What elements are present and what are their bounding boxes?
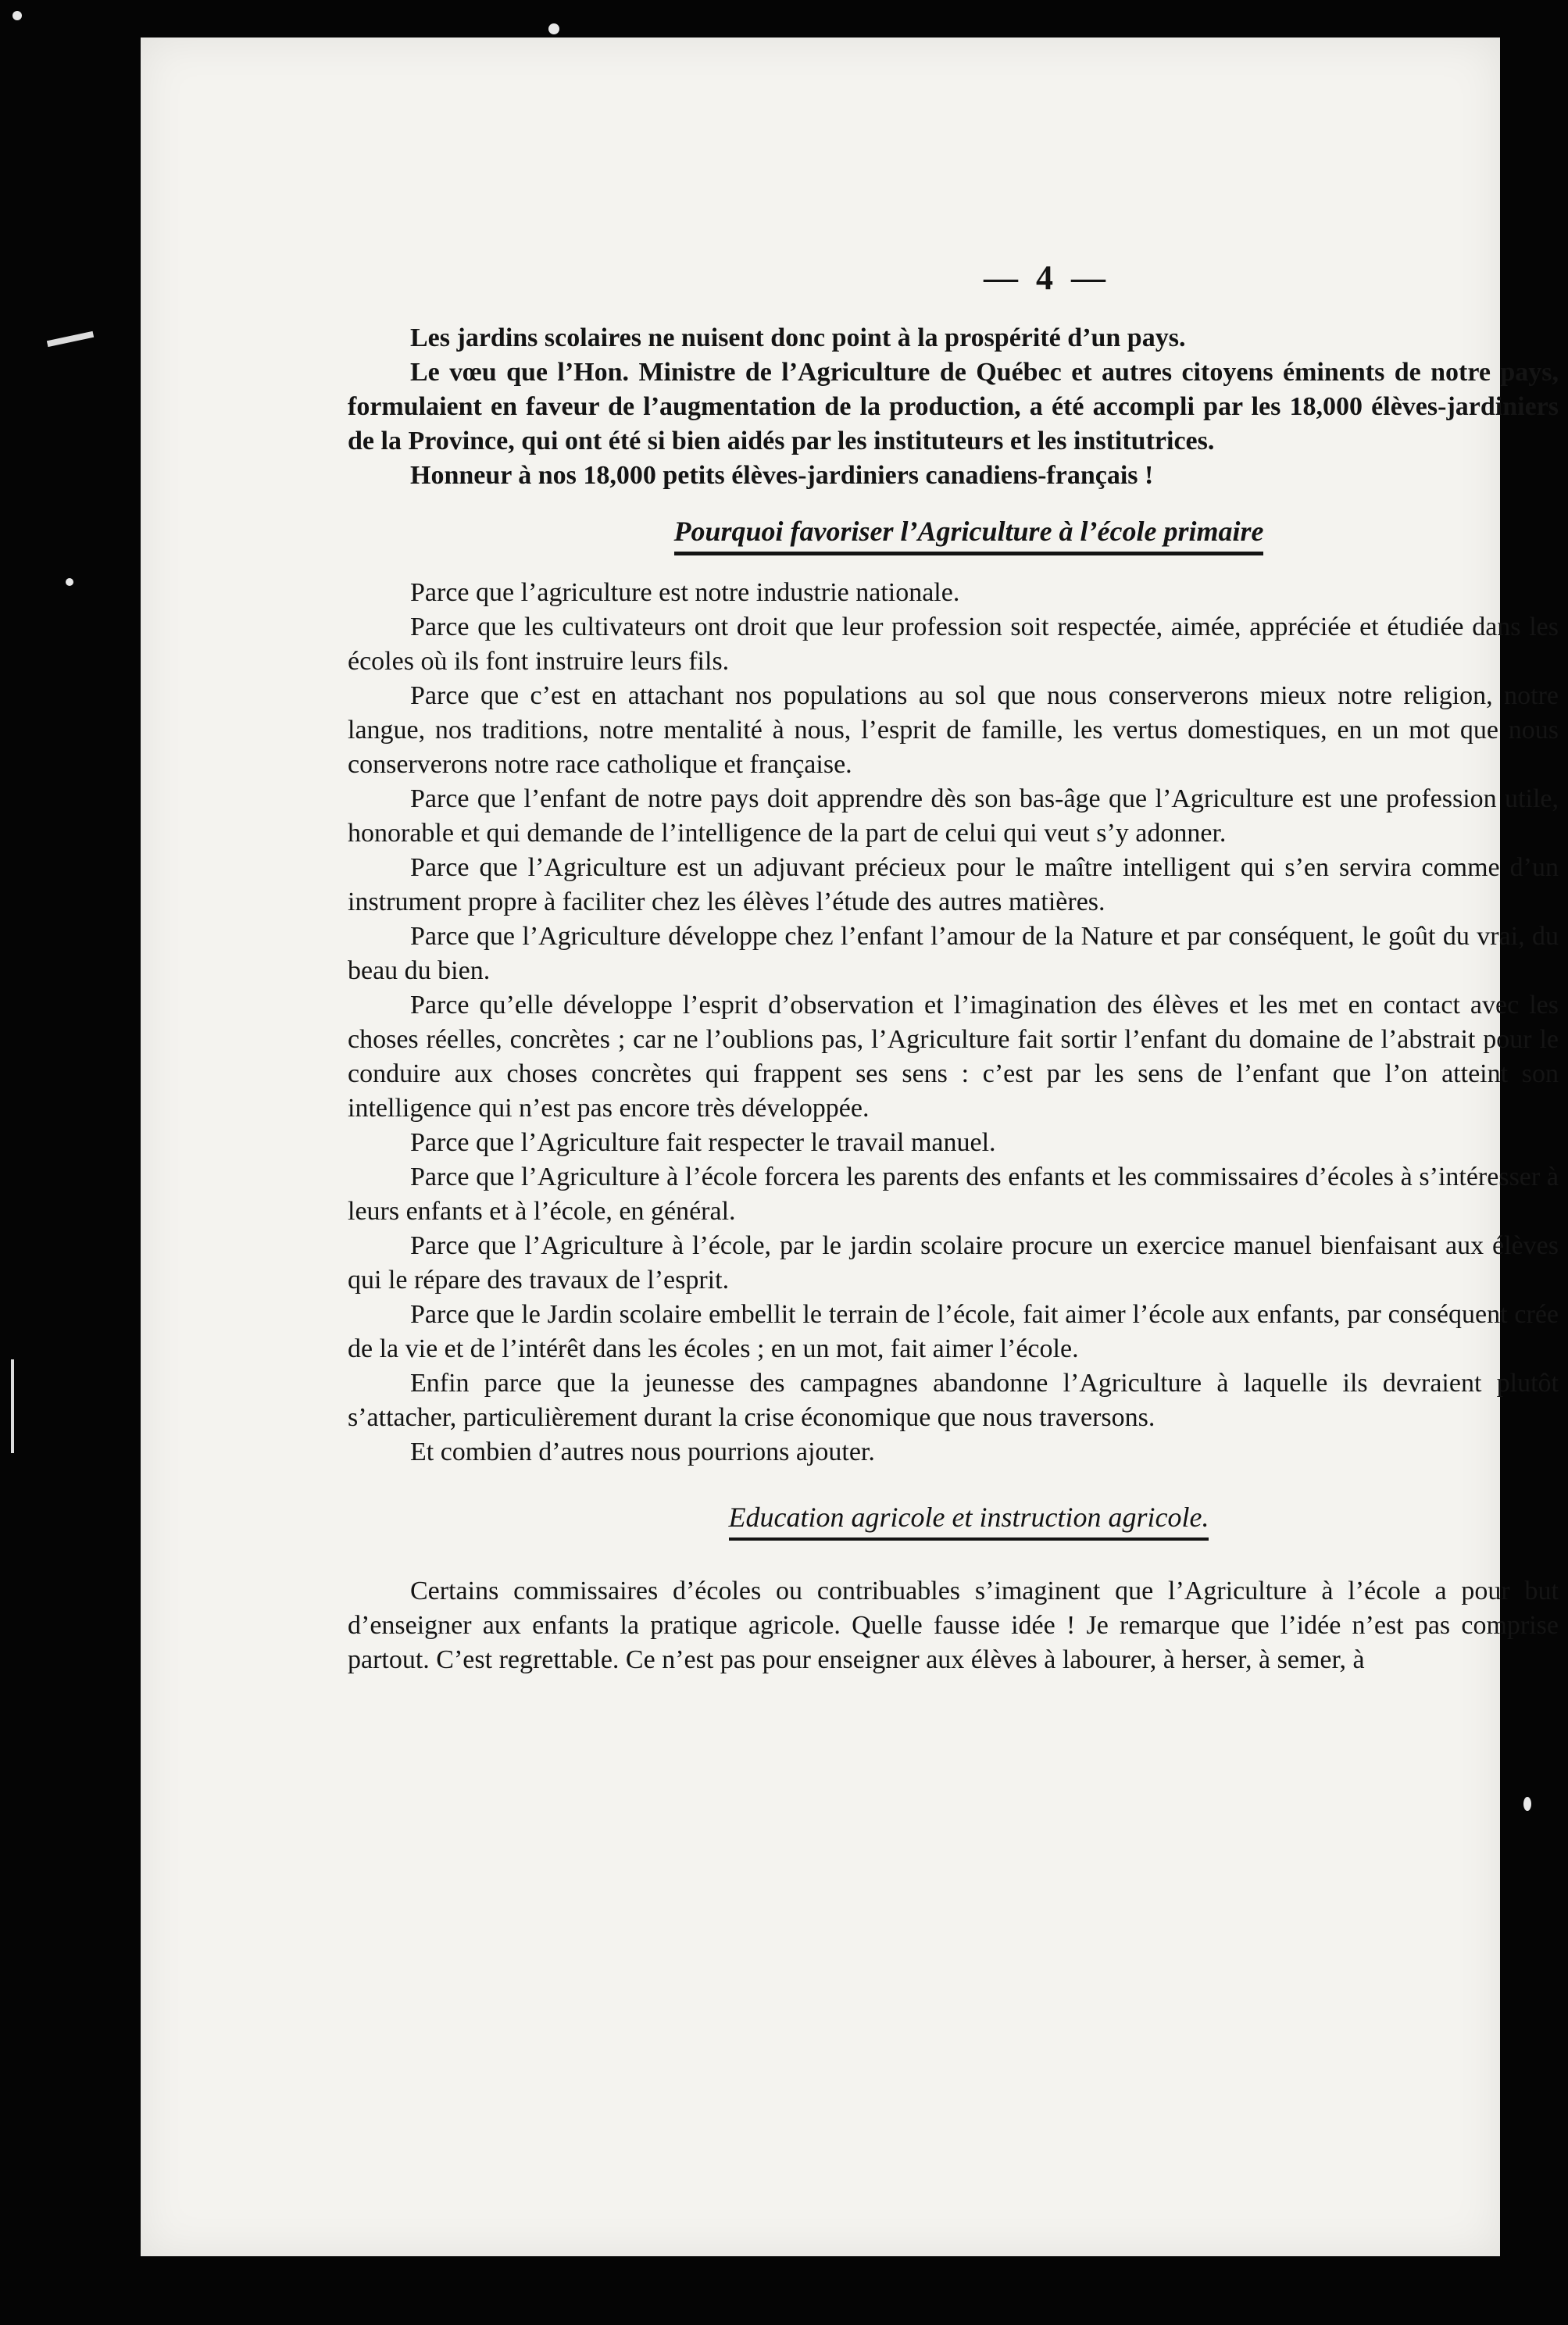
document-sheet: [141, 38, 1559, 2256]
reason-paragraph: Parce que le Jardin scolaire embellit le terrain de l’école, fait aimer l’école aux enfants, par conséquent crée de la vie et de l’intérêt dans les écoles ; en un mot, fait aimer l’école.: [348, 1300, 1559, 1363]
reason-paragraph: Parce que c’est en attachant nos populations au sol que nous conserverons mieux notre religion, notre langue, nos traditions, notre mentalité à nous, l’esprit de famille, les vertus domestiques, en un mot que nous conserverons notre race catholique et française.: [348, 681, 1559, 779]
education-paragraph: Certains commissaires d’écoles ou contribuables s’imaginent que l’Agriculture à l’école a pour but d’enseigner aux enfants la pratique agricole. Quelle fausse idée ! Je remarque que l’idée n’est pas comprise partout. C’est regrettable. Ce n’est pas pour enseigner aux élèves à labourer, à herser, à semer, à: [348, 1577, 1559, 1674]
section-heading-education: [348, 1501, 1559, 1534]
reason-paragraph: Parce que l’Agriculture fait respecter le travail manuel.: [410, 1128, 996, 1157]
intro-paragraph: Le vœu que l’Hon. Ministre de l’Agriculture de Québec et autres citoyens éminents de notre pays, formulaient en faveur de l’augmentation de la production, a été accompli par les 18,000 élèves-jardiniers de la Province, qui ont été si bien aidés par les instituteurs et les institutrices.: [348, 358, 1559, 455]
education-section: [348, 1574, 1559, 1677]
scan-speck: [548, 23, 559, 34]
scan-speck: [66, 578, 73, 586]
scan-mark: [47, 331, 94, 347]
reason-paragraph: Parce que l’Agriculture à l’école forcera les parents des enfants et les commissaires d’écoles à s’intéresser à leurs enfants et à l’école, en général.: [348, 1162, 1559, 1226]
reasons-section: [348, 576, 1559, 1470]
reason-paragraph: Parce que l’enfant de notre pays doit apprendre dès son bas-âge que l’Agriculture est une profession utile, honorable et qui demande de l’intelligence de la part de celui qui veut s’y adonner.: [348, 784, 1559, 848]
section-heading-text: Education agricole et instruction agricole.: [729, 1502, 1209, 1541]
page-number: — 4 —: [984, 259, 1110, 297]
reason-paragraph: Parce que l’agriculture est notre industrie nationale.: [410, 578, 960, 607]
section-heading-pourquoi: [348, 515, 1559, 548]
intro-paragraph: Honneur à nos 18,000 petits élèves-jardiniers canadiens-français !: [410, 461, 1154, 490]
section-heading-text: Pourquoi favoriser l’Agriculture à l’école primaire: [674, 516, 1264, 555]
scan-speck: [13, 11, 22, 20]
intro-section: [348, 321, 1559, 493]
reason-paragraph: Parce que l’Agriculture est un adjuvant précieux pour le maître intelligent qui s’en servira comme d’un instrument propre à faciliter chez les élèves l’étude des autres matières.: [348, 853, 1559, 916]
reason-paragraph: Parce que les cultivateurs ont droit que leur profession soit respectée, aimée, appréciée et étudiée dans les écoles où ils font instruire leurs fils.: [348, 612, 1559, 676]
reason-paragraph: Parce que l’Agriculture développe chez l’enfant l’amour de la Nature et par conséquent, le goût du vrai, du beau du bien.: [348, 922, 1559, 985]
intro-paragraph: Les jardins scolaires ne nuisent donc point à la prospérité d’un pays.: [410, 323, 1186, 352]
reason-paragraph: Parce qu’elle développe l’esprit d’observation et l’imagination des élèves et les met en contact avec les choses réelles, concrètes ; car ne l’oublions pas, l’Agriculture fait sortir l’enfant du domaine de l’abstrait pour le conduire aux choses concrètes qui frappent ses sens : c’est par les sens de l’enfant que l’on atteint son intelligence qui n’est pas encore très développée.: [348, 991, 1559, 1123]
reason-paragraph: Parce que l’Agriculture à l’école, par le jardin scolaire procure un exercice manuel bienfaisant aux élèves qui le répare des travaux de l’esprit.: [348, 1231, 1559, 1295]
reason-paragraph: Et combien d’autres nous pourrions ajouter.: [410, 1438, 875, 1466]
document-body: [348, 258, 1559, 1677]
scan-mark: [11, 1359, 14, 1453]
reason-paragraph: Enfin parce que la jeunesse des campagnes abandonne l’Agriculture à laquelle ils devraient plutôt s’attacher, particulièrement durant la crise économique que nous traversons.: [348, 1369, 1559, 1432]
scan-speck: [1523, 1797, 1531, 1811]
